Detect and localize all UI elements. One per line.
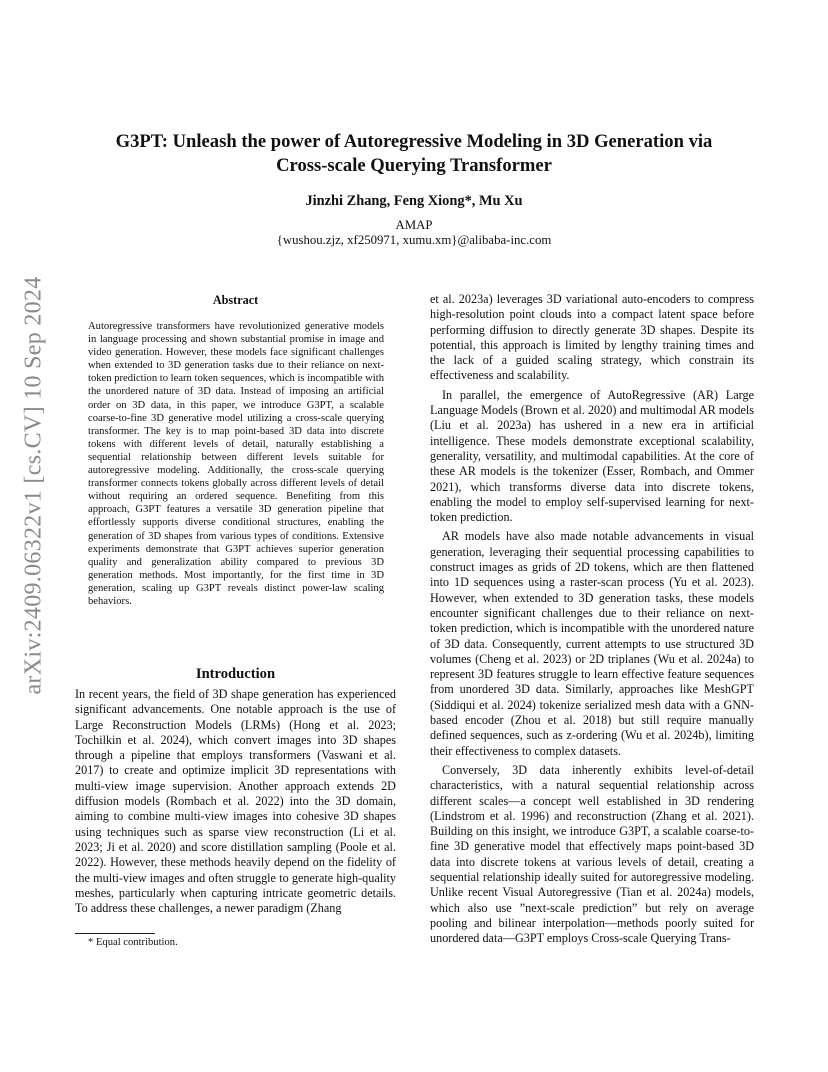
footnote-divider [75, 933, 155, 934]
introduction-body [75, 687, 396, 916]
author-list: Jinzhi Zhang, Feng Xiong*, Mu Xu [305, 193, 523, 209]
abstract-text: Autoregressive transformers have revolutionized generative models in language processing and shown substantial promise in image and video generation. However, these models face significant challenges when extended to 3D generation tasks due to their reliance on next-token prediction to learn token sequences, which is incompatible with the unordered nature of 3D data. Instead of imposing an artificial order on 3D data, in this paper, we introduce G3PT, a scalable coarse-to-fine 3D generative model utilizing a cross-scale querying transformer. The key is to map point-based 3D data into discrete tokens with different levels of detail, naturally establishing a sequential relationship between different levels suitable for autoregressive modeling. Additionally, the cross-scale querying transformer connects tokens globally across different levels of detail without requiring an ordered sequence. Benefiting from this approach, G3PT features a versatile 3D generation pipeline that effortlessly supports diverse conditional structures, enabling the generation of 3D shapes from various types of conditions. Extensive experiments demonstrate that G3PT achieves superior generation quality and generalization ability compared to previous 3D generation methods. Most importantly, for the first time in 3D generation, scaling up G3PT reveals distinct power-law scaling behaviors. [88, 321, 384, 607]
right-paragraph-4: Conversely, 3D data inherently exhibits level-of-detail characteristics, with a natural sequential relationship across different scales—a concept well established in 3D rendering (Lindstrom et al. 1996) and reconstruction (Zhang et al. 2021). Building on this insight, we introduce G3PT, a scalable coarse-to-fine 3D generative model that effectively maps point-based 3D data into discrete tokens at various levels of detail, creating a sequential relationship ideally suited for autoregressive modeling. Unlike recent Visual Autoregressive (Tian et al. 2024a) models, which also use ”next-scale prediction” but rely on average pooling and bilinear interpolation—methods poorly suited for unordered data—G3PT employs Cross-scale Querying Trans- [430, 762, 754, 946]
footnote: * Equal contribution. [88, 937, 178, 948]
right-column [430, 292, 754, 946]
abstract-heading: Abstract [212, 293, 259, 307]
title-line-1: G3PT: Unleash the power of Autoregressive Modeling in 3D Generation via [115, 131, 713, 152]
affiliation: AMAP [395, 218, 433, 232]
introduction-heading: Introduction [195, 666, 276, 682]
title-line-2: Cross-scale Querying Transformer [276, 155, 552, 176]
author-emails: {wushou.zjz, xf250971, xumu.xm}@alibaba-inc.com [276, 233, 552, 247]
paper-title [80, 130, 748, 178]
right-paragraph-3: AR models have also made notable advancements in visual generation, leveraging their sequential processing capabilities to construct images as grids of 2D tokens, which are then flattened into 1D sequences using a raster-scan process (Yu et al. 2023). However, when extended to 3D generation tasks, these models encounter significant challenges due to their reliance on next-token prediction, which is incompatible with the unordered nature of 3D data. Consequently, current attempts to use structured 3D volumes (Cheng et al. 2023) or 2D triplanes (Wu et al. 2024a) to represent 3D features struggle to learn effective feature sequences from unordered 3D data. Similarly, approaches like MeshGPT (Siddiqui et al. 2024) tokenize serialized mesh data with a GNN-based encoder (Zhou et al. 2018) but still require manually defined sequences, such as z-ordering (Wu et al. 2024b), limiting their effectiveness to complex datasets. [430, 529, 754, 758]
right-paragraph-2: In parallel, the emergence of AutoRegressive (AR) Large Language Models (Brown et al. 2020) and multimodal AR models (Liu et al. 2023a) has ushered in a new era in artificial intelligence. These models demonstrate exceptional scalability, generality, versatility, and multimodal capabilities. At the core of these AR models is the tokenizer (Esser, Rombach, and Ommer 2021), which transforms diverse data into discrete tokens, enabling the model to employ self-supervised learning for next-token prediction. [430, 387, 754, 525]
intro-paragraph-1: In recent years, the field of 3D shape generation has experienced significant advancements. One notable approach is the use of Large Reconstruction Models (LRMs) (Hong et al. 2023; Tochilkin et al. 2024), which convert images into 3D shapes through a pipeline that employs transformers (Vaswani et al. 2017) to create and optimize implicit 3D representations with multi-view image supervision. Another approach extends 2D diffusion models (Rombach et al. 2022) into the 3D domain, aiming to combine multi-view images into cohesive 3D shapes using techniques such as sparse view reconstruction (Li et al. 2023; Ji et al. 2020) and score distillation sampling (Poole et al. 2022). However, these methods heavily depend on the fidelity of the multi-view images and often struggle to generate high-quality meshes, particularly when capturing intricate geometric details. To address these challenges, a newer paradigm (Zhang [75, 687, 396, 916]
arxiv-identifier-sidebar [14, 275, 54, 695]
right-continuation-paragraph: et al. 2023a) leverages 3D variational auto-encoders to compress high-resolution point clouds into a compact latent space before performing diffusion to directly generate 3D shapes. Despite its potential, this approach is limited by lengthy training times and the lack of a guided scaling strategy, which constrain its effectiveness and scalability. [430, 292, 754, 383]
arxiv-identifier[interactable]: arXiv:2409.06322v1 [cs.CV] 10 Sep 2024 [20, 275, 47, 695]
